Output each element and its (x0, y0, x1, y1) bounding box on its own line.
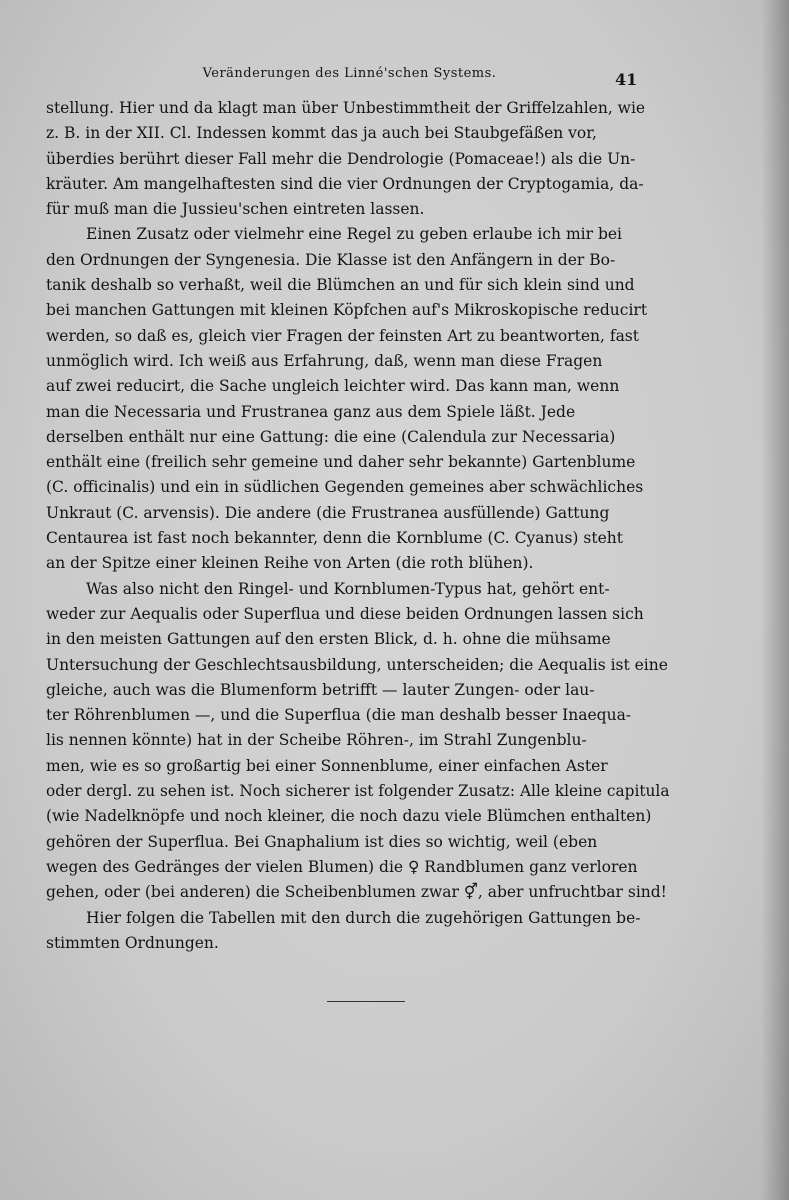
text-line: in den meisten Gattungen auf den ersten Blick, d. h. ohne die mühsame (46, 630, 611, 649)
text-line: bei manchen Gattungen mit kleinen Köpfchen auf's Mikroskopische reducirt (46, 301, 648, 320)
text-line: oder dergl. zu sehen ist. Noch sicherer ist folgender Zusatz: Alle kleine capitula (46, 782, 670, 801)
running-header: Veränderungen des Linné'schen Systems. (202, 66, 497, 81)
text-line: werden, so daß es, gleich vier Fragen der feinsten Art zu beantworten, fast (46, 326, 639, 345)
text-line: derselben enthält nur eine Gattung: die eine (Calendula zur Necessaria) (46, 427, 616, 446)
text-line: (C. officinalis) und ein in südlichen Gegenden gemeines aber schwächliches (46, 478, 644, 497)
text-line: weder zur Aequalis oder Superflua und diese beiden Ordnungen lassen sich (46, 604, 644, 623)
text-line: auf zwei reducirt, die Sache ungleich leichter wird. Das kann man, wenn (46, 377, 620, 396)
text-line: gleiche, auch was die Blumenform betrifft — lauter Zungen- oder lau- (46, 680, 595, 699)
text-line: an der Spitze einer kleinen Reihe von Arten (die roth blühen). (46, 554, 534, 573)
text-line: z. B. in der XII. Cl. Indessen kommt das ja auch bei Staubgefäßen vor, (46, 124, 597, 143)
text-line: men, wie es so großartig bei einer Sonnenblume, einer einfachen Aster (46, 756, 608, 775)
text-line: stimmten Ordnungen. (46, 933, 219, 952)
text-line: kräuter. Am mangelhaftesten sind die vier Ordnungen der Cryptogamia, da- (46, 174, 644, 193)
page-number: 41 (615, 70, 638, 89)
text-line: Unkraut (C. arvensis). Die andere (die Frustranea ausfüllende) Gattung (46, 503, 610, 522)
text-line: wegen des Gedränges der vielen Blumen) die ♀ Randblumen ganz verloren (46, 857, 638, 876)
text-line: tanik deshalb so verhaßt, weil die Blümchen an und für sich klein sind und (46, 276, 635, 295)
text-line: enthält eine (freilich sehr gemeine und daher sehr bekannte) Gartenblume (46, 453, 636, 472)
text-line: Centaurea ist fast noch bekannter, denn die Kornblume (C. Cyanus) steht (46, 529, 623, 548)
text-line: gehören der Superflua. Bei Gnaphalium ist dies so wichtig, weil (eben (46, 832, 598, 851)
text-line: stellung. Hier und da klagt man über Unbestimmtheit der Griffelzahlen, wie (46, 99, 646, 117)
text-line: (wie Nadelknöpfe und noch kleiner, die noch dazu viele Blümchen enthalten) (46, 807, 652, 826)
page-spine-shadow (761, 0, 789, 1200)
text-line: man die Necessaria und Frustranea ganz aus dem Spiele läßt. Jede (46, 402, 576, 421)
text-line: überdies berührt dieser Fall mehr die Dendrologie (Pomaceae!) als die Un- (46, 149, 636, 168)
paragraph-start-line: Was also nicht den Ringel- und Kornblumen-Typus hat, gehört ent- (86, 579, 610, 598)
paragraph-start-line: Hier folgen die Tabellen mit den durch die zugehörigen Gattungen be- (86, 908, 641, 927)
text-line: für muß man die Jussieu'schen eintreten lassen. (46, 200, 425, 219)
section-divider (327, 1001, 405, 1002)
text-line: den Ordnungen der Syngenesia. Die Klasse ist den Anfängern in der Bo- (46, 250, 616, 269)
text-line: lis nennen könnte) hat in der Scheibe Röhren-, im Strahl Zungenblu- (46, 731, 587, 750)
paragraph-start-line: Einen Zusatz oder vielmehr eine Regel zu geben erlaube ich mir bei (86, 225, 622, 244)
body-text (46, 96, 670, 956)
text-line: Untersuchung der Geschlechtsausbildung, unterscheiden; die Aequalis ist eine (46, 655, 668, 674)
text-line: gehen, oder (bei anderen) die Scheibenblumen zwar ⚥, aber unfruchtbar sind! (46, 883, 667, 902)
text-line: unmöglich wird. Ich weiß aus Erfahrung, daß, wenn man diese Fragen (46, 351, 603, 370)
text-line: ter Röhrenblumen —, und die Superflua (die man deshalb besser Inaequa- (46, 706, 632, 725)
